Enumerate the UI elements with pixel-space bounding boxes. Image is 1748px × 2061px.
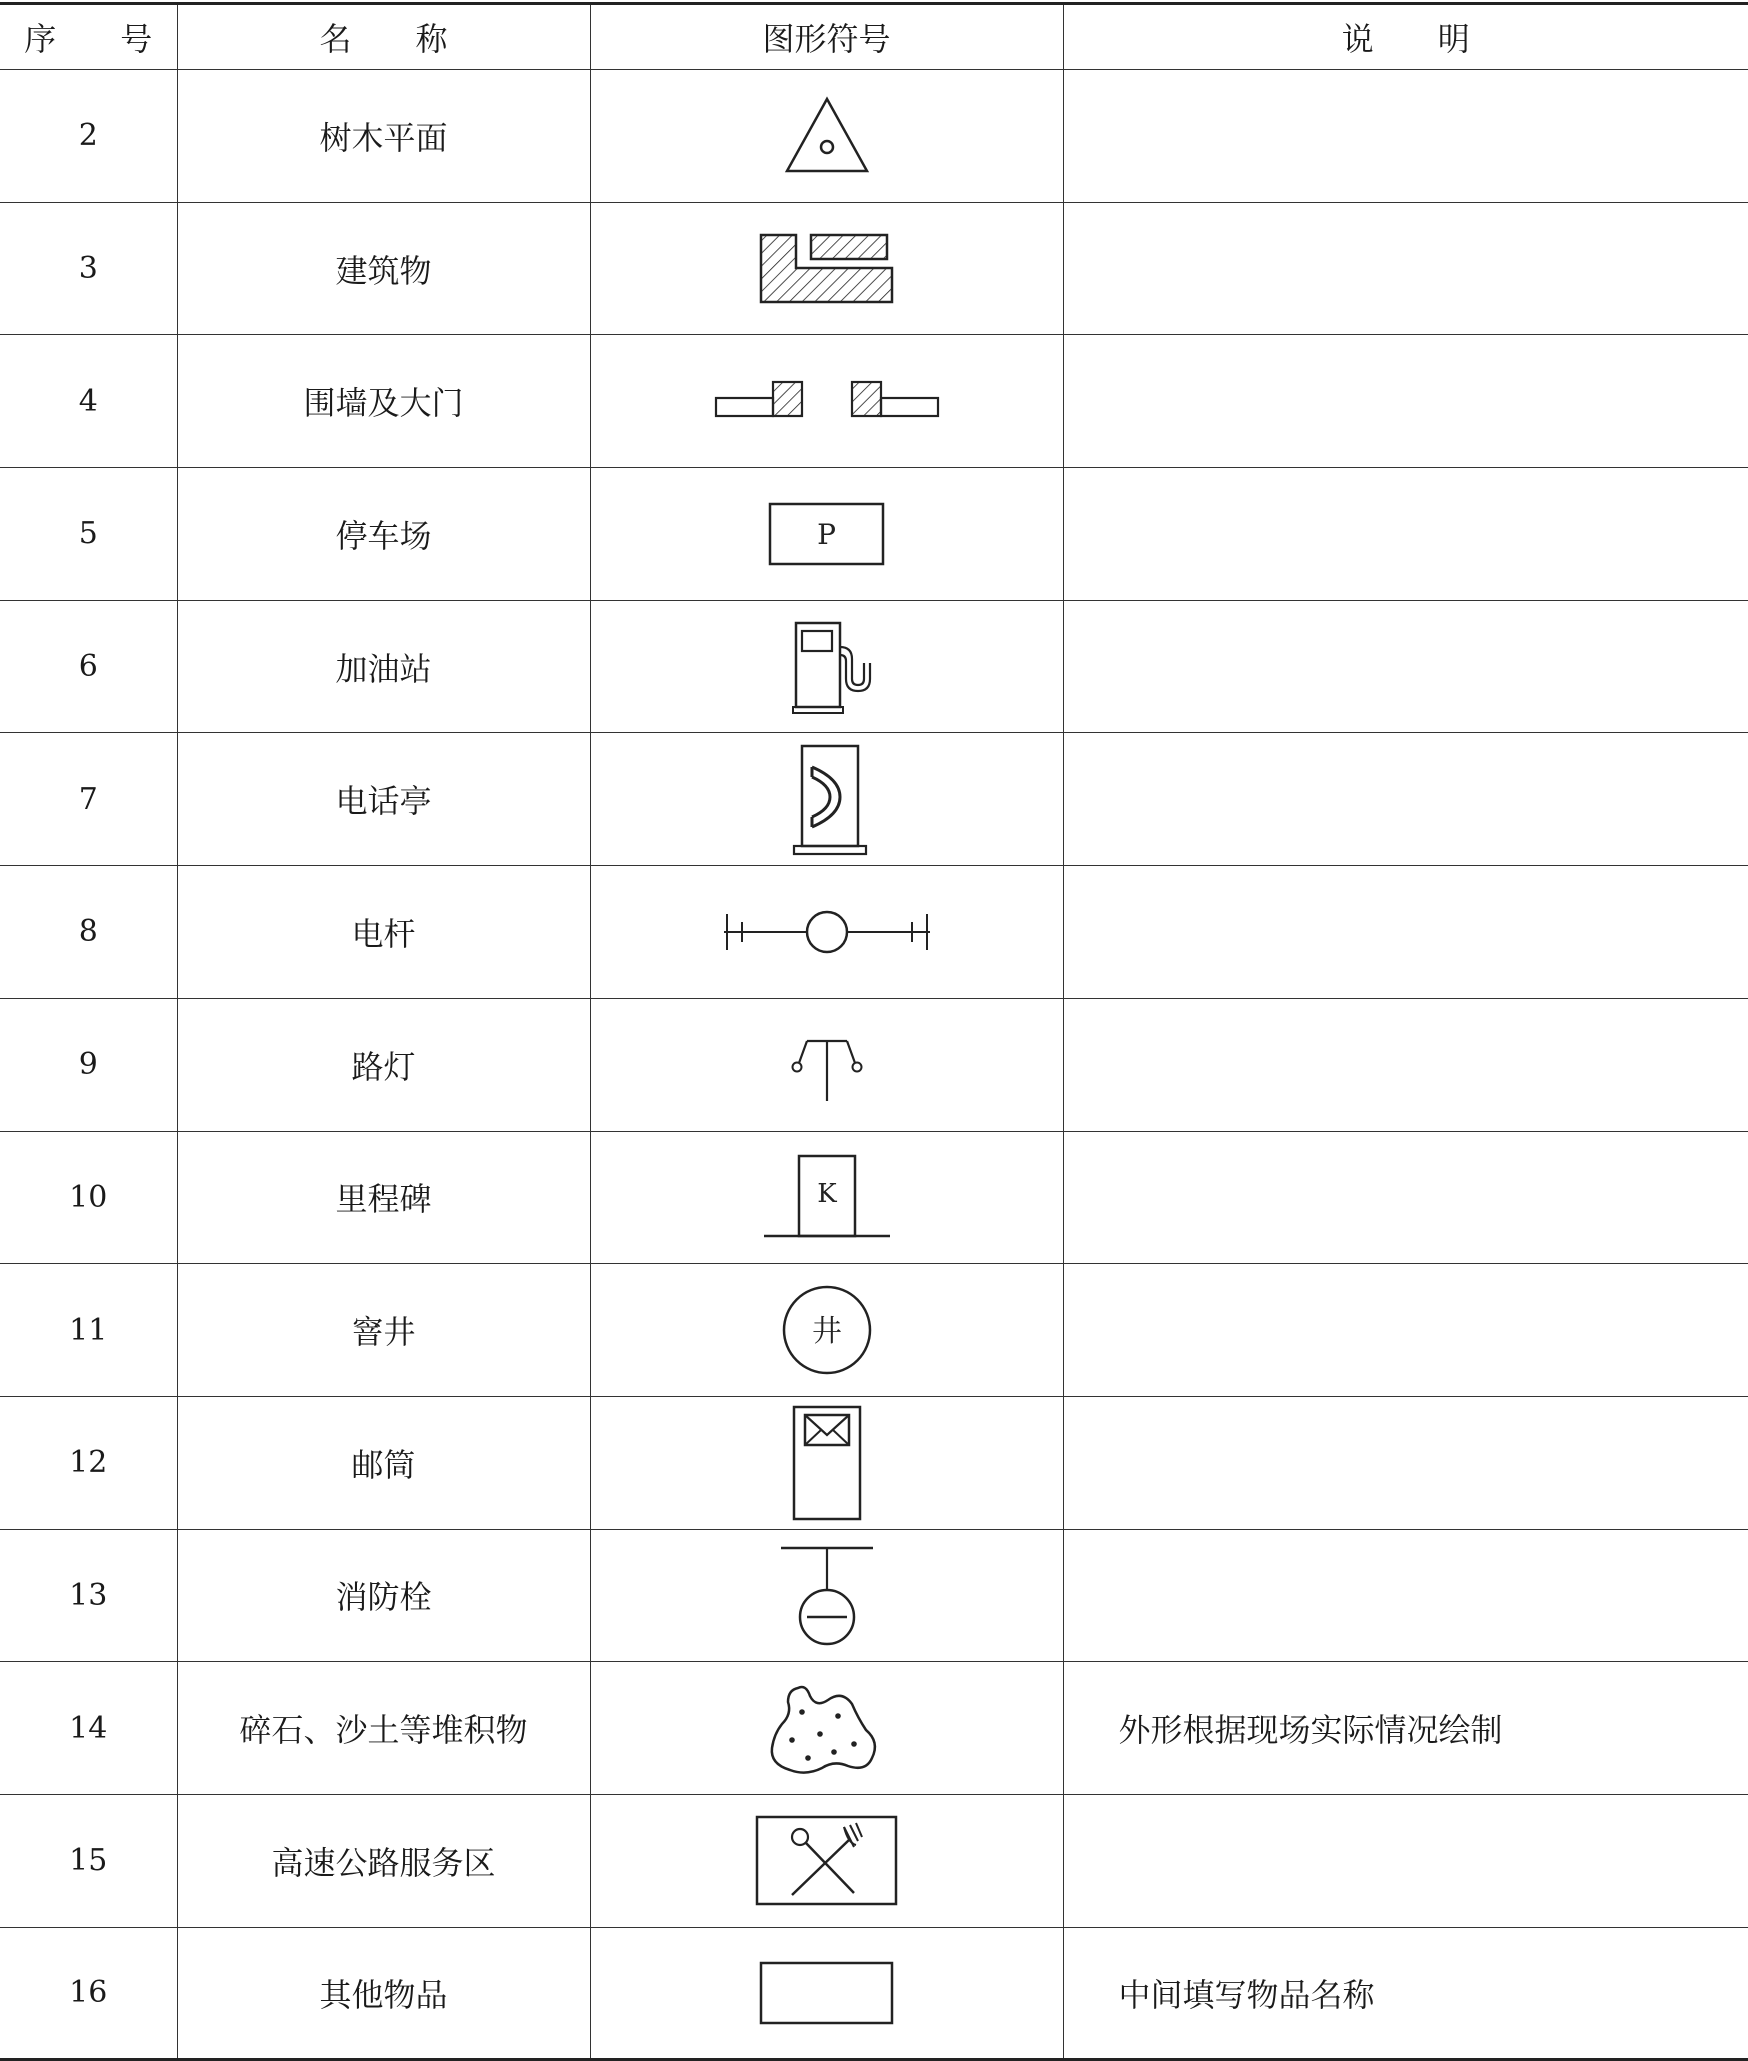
row-desc	[1063, 1396, 1748, 1529]
row-desc	[1063, 998, 1748, 1131]
row-name: 里程碑	[177, 1131, 590, 1264]
row-number: 12	[0, 1396, 177, 1529]
row-name: 其他物品	[177, 1927, 590, 2060]
row-desc	[1063, 733, 1748, 866]
row-name: 邮筒	[177, 1396, 590, 1529]
table-row	[0, 733, 1748, 866]
row-desc	[1063, 1529, 1748, 1662]
row-number: 5	[0, 468, 177, 601]
row-number: 6	[0, 600, 177, 733]
row-name: 碎石、沙土等堆积物	[177, 1662, 590, 1795]
table-row	[0, 1794, 1748, 1927]
mailbox-icon	[787, 1403, 867, 1523]
table-row	[0, 1131, 1748, 1264]
table-row	[0, 600, 1748, 733]
other-item-icon	[757, 1958, 897, 2028]
symbol-table	[0, 2, 1748, 2061]
row-desc: 外形根据现场实际情况绘制	[1063, 1662, 1748, 1795]
row-number: 9	[0, 998, 177, 1131]
wall-gate-icon	[712, 376, 942, 426]
row-desc	[1063, 1264, 1748, 1397]
gas-station-icon	[782, 617, 872, 717]
row-desc	[1063, 1794, 1748, 1927]
row-desc	[1063, 468, 1748, 601]
row-number: 4	[0, 335, 177, 468]
header-name: 名 称	[177, 4, 590, 70]
header-symbol: 图形符号	[590, 4, 1063, 70]
table-row	[0, 998, 1748, 1131]
row-name: 加油站	[177, 600, 590, 733]
row-number: 8	[0, 866, 177, 999]
header-desc: 说 明	[1063, 4, 1748, 70]
row-desc	[1063, 70, 1748, 203]
milestone-icon	[762, 1152, 892, 1242]
parking-label: P	[816, 517, 836, 551]
table-row	[0, 1529, 1748, 1662]
table-row	[0, 202, 1748, 335]
table-row	[0, 1264, 1748, 1397]
table-row	[0, 468, 1748, 601]
utility-pole-icon	[722, 902, 932, 962]
table-row	[0, 866, 1748, 999]
row-name: 树木平面	[177, 70, 590, 203]
row-name: 消防栓	[177, 1529, 590, 1662]
table-row	[0, 70, 1748, 203]
manhole-label: 井	[811, 1314, 842, 1350]
row-name: 电杆	[177, 866, 590, 999]
row-desc	[1063, 866, 1748, 999]
row-number: 11	[0, 1264, 177, 1397]
row-desc	[1063, 202, 1748, 335]
table-header-row	[0, 4, 1748, 70]
row-desc	[1063, 600, 1748, 733]
row-desc	[1063, 335, 1748, 468]
row-number: 13	[0, 1529, 177, 1662]
row-name: 高速公路服务区	[177, 1794, 590, 1927]
fire-hydrant-icon	[777, 1540, 877, 1650]
row-number: 16	[0, 1927, 177, 2060]
service-area-icon	[752, 1813, 902, 1909]
row-desc: 中间填写物品名称	[1063, 1927, 1748, 2060]
row-number: 10	[0, 1131, 177, 1264]
table-row	[0, 1662, 1748, 1795]
row-name: 窨井	[177, 1264, 590, 1397]
header-no: 序 号	[0, 4, 177, 70]
phone-booth-icon	[782, 741, 872, 857]
street-lamp-icon	[777, 1025, 877, 1105]
table-row	[0, 335, 1748, 468]
row-name: 路灯	[177, 998, 590, 1131]
gravel-pile-icon	[762, 1678, 892, 1778]
parking-icon	[767, 501, 887, 567]
manhole-icon	[779, 1282, 875, 1378]
table-row	[0, 1396, 1748, 1529]
row-number: 7	[0, 733, 177, 866]
row-name: 停车场	[177, 468, 590, 601]
row-name: 围墙及大门	[177, 335, 590, 468]
tree-plan-icon	[777, 91, 877, 181]
row-name: 电话亭	[177, 733, 590, 866]
row-number: 14	[0, 1662, 177, 1795]
row-name: 建筑物	[177, 202, 590, 335]
table-row	[0, 1927, 1748, 2060]
row-number: 2	[0, 70, 177, 203]
row-number: 15	[0, 1794, 177, 1927]
milestone-label: K	[816, 1179, 837, 1210]
row-number: 3	[0, 202, 177, 335]
building-icon	[752, 224, 902, 314]
row-desc	[1063, 1131, 1748, 1264]
